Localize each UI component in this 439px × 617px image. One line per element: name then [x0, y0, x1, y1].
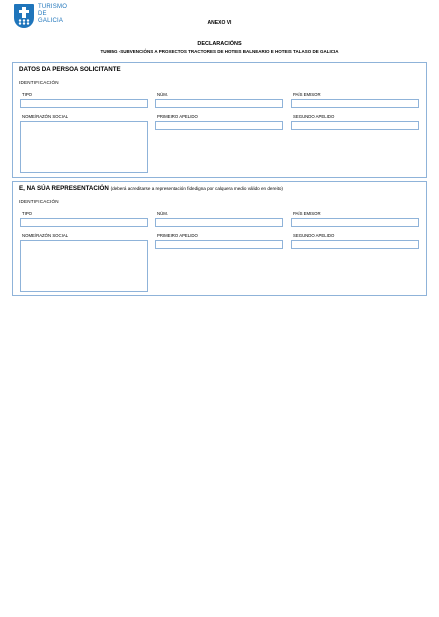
pais-label: PAÍS EMISOR — [293, 211, 321, 216]
identification-heading: IDENTIFICACIÓN — [19, 199, 59, 204]
tipo-label: TIPO — [22, 211, 33, 216]
pais-label: PAÍS EMISOR — [293, 92, 321, 97]
document-subtitle: TU985G -SUBVENCIÓNS A PROXECTOS TRACTORES DE HOTEIS BALNEARIO E HOTEIS TALASO DE GALICIA — [100, 49, 339, 54]
representative-pais-field[interactable] — [291, 218, 419, 227]
section-note: (deberá acreditarse a representación fidedigna por calquera medio válido en dereito) — [110, 186, 283, 191]
applicant-pais-field[interactable] — [291, 99, 419, 108]
applicant-section — [12, 62, 427, 178]
representative-tipo-field[interactable] — [20, 218, 148, 227]
applicant-nome-field[interactable] — [20, 121, 148, 173]
applicant-apelido2-field[interactable] — [291, 121, 419, 130]
apelido1-label: PRIMEIRO APELIDO — [157, 233, 198, 238]
representative-apelido2-field[interactable] — [291, 240, 419, 249]
applicant-tipo-field[interactable] — [20, 99, 148, 108]
identification-heading: IDENTIFICACIÓN — [19, 80, 59, 85]
apelido2-label: SEGUNDO APELIDO — [293, 233, 335, 238]
nome-label: NOME/RAZÓN SOCIAL — [22, 233, 69, 238]
apelido2-label: SEGUNDO APELIDO — [293, 114, 335, 119]
section-title: E, NA SÚA REPRESENTACIÓN (deberá acreditarse a representación fidedigna por calquera medio válido en dereito) — [19, 185, 283, 192]
document-title: DECLARACIÓNS — [197, 41, 242, 47]
anexo-label: ANEXO VI — [207, 20, 232, 26]
representative-apelido1-field[interactable] — [155, 240, 283, 249]
nome-label: NOME/RAZÓN SOCIAL — [22, 114, 69, 119]
logo-text: TURISMO DE GALICIA — [38, 4, 68, 24]
apelido1-label: PRIMEIRO APELIDO — [157, 114, 198, 119]
section-title: DATOS DA PERSOA SOLICITANTE — [19, 66, 121, 73]
representative-section — [12, 181, 427, 296]
applicant-num-field[interactable] — [155, 99, 283, 108]
representative-nome-field[interactable] — [20, 240, 148, 292]
num-label: NÚM. — [157, 211, 168, 216]
tipo-label: TIPO — [22, 92, 33, 97]
num-label: NÚM. — [157, 92, 168, 97]
applicant-apelido1-field[interactable] — [155, 121, 283, 130]
representative-num-field[interactable] — [155, 218, 283, 227]
